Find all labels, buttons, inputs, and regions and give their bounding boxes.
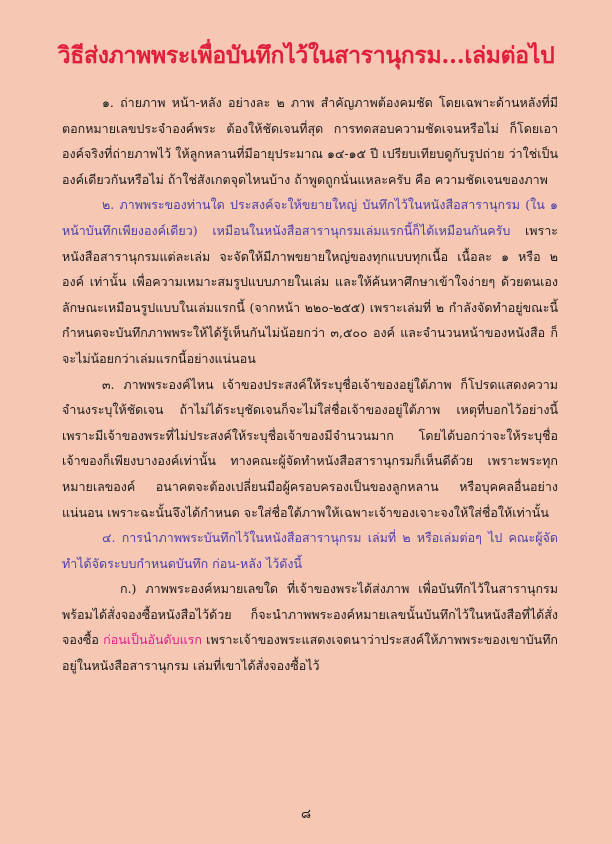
paragraph-2-highlight: ๒. ภาพพระของท่านใด ประสงค์จะให้ขยายใหญ่ บันทึกไว้ในหนังสือสารานุกรม (ใน ๑ หน้าบันทึกเพียงองค์เดียว) เหมือนในหนังสือสารานุกรมเล่มแรกนี้ก็ได้เหมือนกันครับ	[62, 197, 558, 238]
sub-item-a	[62, 576, 558, 678]
paragraph-2	[62, 192, 558, 371]
page-title: วิธีส่งภาพพระเพื่อบันทึกไว้ในสารานุกรม...เล่มต่อไป	[57, 42, 555, 69]
sub-item-a-highlight: ก่อนเป็นอันดับแรก	[103, 632, 202, 648]
sub-item-a-part2: เพราะเจ้าของพระแสดงเจตนาว่าประสงค์ให้ภาพพระของเขาบันทึกอยู่ในหนังสือสารานุกรม เล่มที่เขาได้สั่งจองซื้อไว้	[62, 632, 559, 674]
document-body	[62, 90, 558, 679]
paragraph-3: ๓. ภาพพระองค์ไหน เจ้าของประสงค์ให้ระบุชื่อเจ้าของอยู่ใต้ภาพ ก็โปรดแสดงความจำนงระบุให้ชัดเจน ถ้าไม่ได้ระบุชัดเจนก็จะไม่ใส่ชื่อเจ้าของอยู่ใต้ภาพ เหตุที่บอกไว้อย่างนี้ เพราะมีเจ้าของพระที่ไม่ประสงค์ให้ระบุชื่อเจ้าของมีจำนวนมาก โดยได้บอกว่าจะให้ระบุชื่อเจ้าของก็เพียงบางองค์เท่านั้น ทางคณะผู้จัดทำหนังสือสารานุกรมก็เห็นดีด้วย เพราะพระทุกหมายเลของค์ อนาคตจะต้องเปลี่ยนมือผู้ครอบครองเป็นของลูกหลาน หรือบุคคลอื่นอย่างแน่นอน เพราะฉะนั้นจึงได้กำหนด จะใส่ชื่อใต้ภาพให้เฉพาะเจ้าของเจาะจงให้ใส่ชื่อให้เท่านั้น	[62, 376, 558, 520]
paragraph-1: ๑. ถ่ายภาพ หน้า-หลัง อย่างละ ๒ ภาพ สำคัญภาพต้องคมชัด โดยเฉพาะด้านหลังที่มีตอกหมายเลขประจำองค์พระ ต้องให้ชัดเจนที่สุด การทดสอบความชัดเจนหรือไม่ ก็โดยเอาองค์จริงที่ถ่ายภาพไว้ ให้ลูกหลานที่มีอายุประมาณ ๑๔-๑๕ ปี เปรียบเทียบดูกับรูปถ่าย ว่าใช่เป็นองค์เดียวกันหรือไม่ ถ้าใช่สังเกตจุดไหนบ้าง ถ้าพูดถูกนั่นแหละครับ คือ ความชัดเจนของภาพ	[62, 95, 558, 187]
page-number: ๘	[300, 807, 312, 822]
paragraph-4: ๔. การนำภาพพระบันทึกไว้ในหนังสือสารานุกรม เล่มที่ ๒ หรือเล่มต่อๆ ไป คณะผู้จัดทำได้จัดระบบกำหนดบันทึก ก่อน-หลัง ไว้ดังนี้	[62, 530, 558, 571]
paragraph-2-rest: เพราะหนังสือสารานุกรมแต่ละเล่ม จะจัดให้มีภาพขยายใหญ่ของทุกแบบทุกเนื้อ เนื้อละ ๑ หรือ ๒ องค์ เท่านั้น เพื่อความเหมาะสมรูปแบบภายในเล่ม และให้ค้นหาศึกษาเข้าใจง่ายๆ ด้วยตนเอง ลักษณะเหมือนรูปแบบในเล่มแรกนี้ (จากหน้า ๒๒๐-๒๕๕) เพราะเล่มที่ ๒ กำลังจัดทำอยู่ขณะนี้ กำหนดจะบันทึกภาพพระให้ได้รู้เห็นกันไม่น้อยกว่า ๓,๕๐๐ องค์ และจำนวนหน้าของหนังสือ ก็จะไม่น้อยกว่าเล่มแรกนี้อย่างแน่นอน	[62, 222, 558, 366]
sub-item-a-part1: ก.) ภาพพระองค์หมายเลขใด ที่เจ้าของพระได้ส่งภาพ เพื่อบันทึกไว้ในสารานุกรมพร้อมได้สั่งจองซื้อหนังสือไว้ด้วย ก็จะนำภาพพระองค์หมายเลขนั้นบันทึกไว้ในหนังสือที่ได้สั่งจองซื้อ	[62, 581, 558, 648]
